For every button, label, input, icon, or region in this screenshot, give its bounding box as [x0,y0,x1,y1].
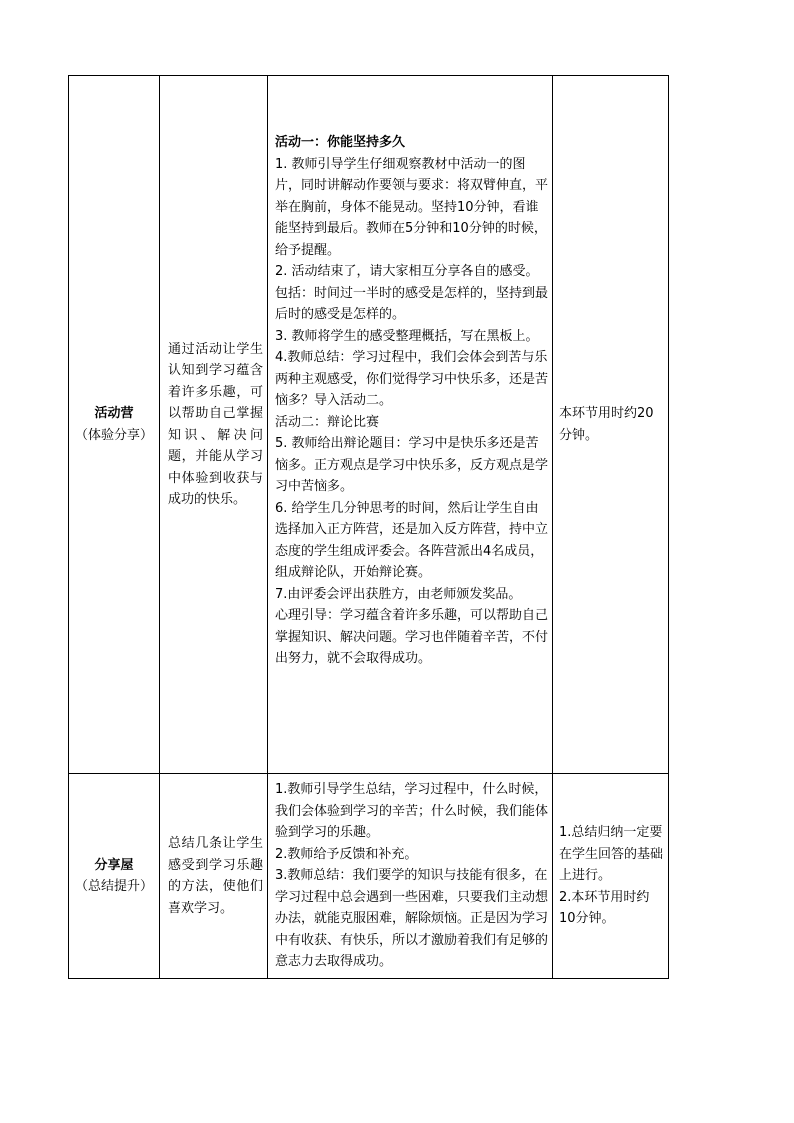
process-step: 3. 教师将学生的感受整理概括，写在黑板上。 [275,328,539,344]
process-step: 心理引导：学习蕴含着许多乐趣，可以帮助自己掌握知识、解决问题。学习也伴随着辛苦，不付出努力，就不会取得成功。 [275,608,549,666]
stage-name: 分享屋 [94,857,134,873]
process-step: 5. 教师给出辩论题目：学习中是快乐多还是苦恼多。正方观点是学习中快乐多，反方观点是学习中苦恼多。 [275,436,549,494]
table-row [69,774,669,979]
stage-cell [69,774,160,979]
process-step: 7.由评委会评出获胜方，由老师颁发奖品。 [275,586,522,602]
process-cell [268,774,553,979]
table-row [69,76,669,774]
process-step: 2. 活动结束了，请大家相互分享各自的感受。包括：时间过一半时的感受是怎样的，坚持到最后时的感受是怎样的。 [275,264,549,322]
note-text: 1.总结归纳一定要在学生回答的基础上进行。 [559,825,664,884]
note-text: 2.本环节用时约10分钟。 [559,889,650,927]
stage-name: 活动营 [94,406,134,421]
goal-cell: 通过活动让学生认知到学习蕴含着许多乐趣，可以帮助自己掌握知识、解决问题，并能从学习中体验到收获与成功的快乐。 [160,76,268,774]
notes-cell [553,774,669,979]
stage-subtitle: （总结提升） [74,879,153,894]
activity-title: 活动二：辩论比赛 [275,414,380,430]
notes-cell [553,76,669,774]
stage-cell [69,76,160,774]
process-step: 4.教师总结：学习过程中，我们会体会到苦与乐两种主观感受，你们觉得学习中快乐多，还是苦恼多？导入活动二。 [275,350,549,408]
process-step: 6. 给学生几分钟思考的时间，然后让学生自由选择加入正方阵营，还是加入反方阵营，持中立态度的学生组成评委会。各阵营派出4名成员，组成辩论队，开始辩论赛。 [275,500,549,580]
process-step: 1.教师引导学生总结，学习过程中，什么时候，我们会体验到学习的辛苦；什么时候，我们能体验到学习的乐趣。 [275,782,549,841]
stage-subtitle: （体验分享） [74,427,153,443]
process-cell [268,76,553,774]
process-step: 1. 教师引导学生仔细观察教材中活动一的图片，同时讲解动作要领与要求：将双臂伸直，平举在胸前，身体不能晃动。坚持10分钟，看谁能坚持到最后。教师在5分钟和10分钟的时候，给予提醒。 [275,156,549,258]
activity-title: 活动一：你能坚持多久 [275,135,406,150]
process-step: 2.教师给予反馈和补充。 [275,846,418,862]
process-step: 3.教师总结：我们要学的知识与技能有很多，在学习过程中总会遇到一些困难，只要我们主动想办法，就能克服困难，解除烦恼。正是因为学习中有收获、有快乐，所以才激励着我们有足够的意志力去取得成功。 [275,868,549,970]
goal-cell: 总结几条让学生感受到学习乐趣的方法，使他们喜欢学习。 [160,774,268,979]
note-text: 本环节用时约20分钟。 [559,406,654,443]
lesson-plan-table [68,75,669,979]
